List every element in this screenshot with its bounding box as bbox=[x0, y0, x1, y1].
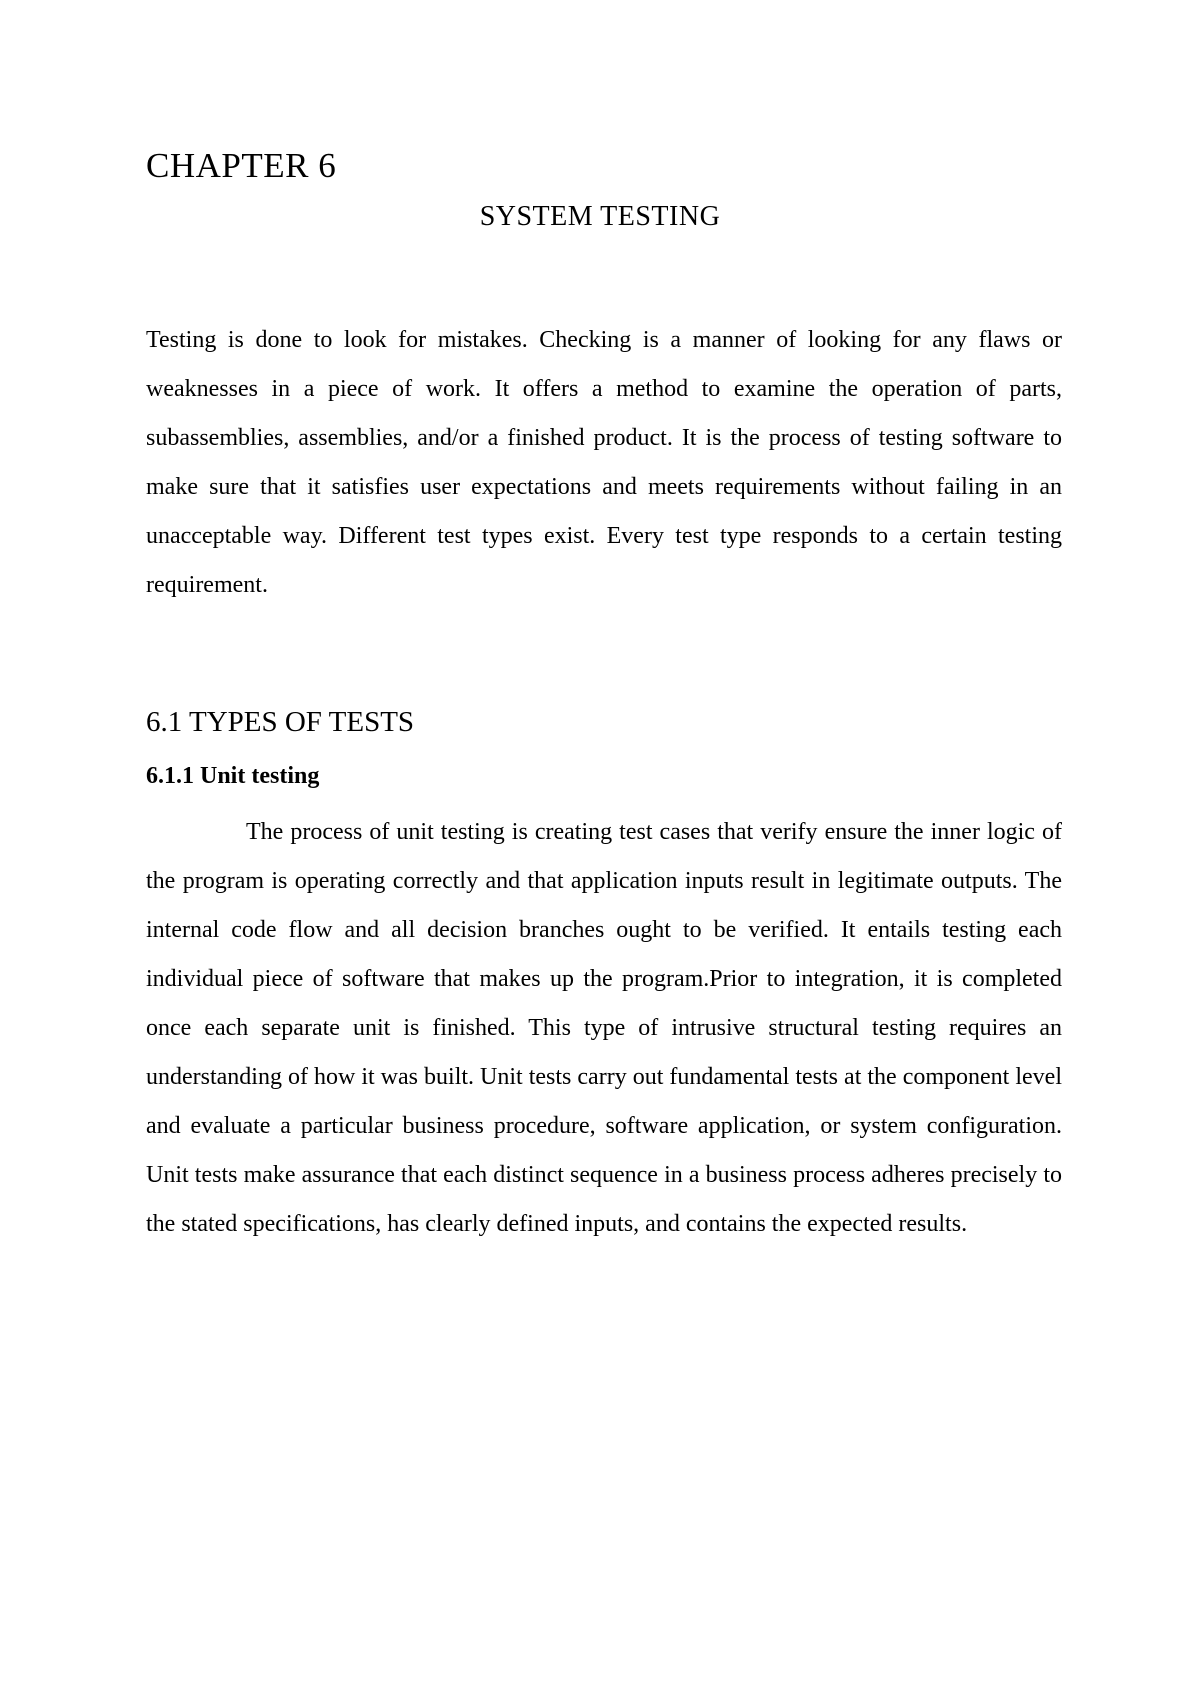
chapter-title: SYSTEM TESTING bbox=[479, 201, 721, 232]
chapter-label: CHAPTER 6 bbox=[146, 146, 337, 185]
unit-testing-paragraph: The process of unit testing is creating test cases that verify ensure the inner logic of the program is operating correctly and that application inputs result in legitimate outputs. The internal code flow and all decision branches ought to be verified. It entails testing each individual piece of software that makes up the program.Prior to integration, it is completed once each separate unit is finished. This type of intrusive structural testing requires an understanding of how it was built. Unit tests carry out fundamental tests at the component level and evaluate a particular business procedure, software application, or system configuration. Unit tests make assurance that each distinct sequence in a business process adheres precisely to the stated specifications, has clearly defined inputs, and contains the expected results. bbox=[146, 819, 1062, 1237]
intro-paragraph: Testing is done to look for mistakes. Checking is a manner of looking for any flaws or weaknesses in a piece of work. It offers a method to examine the operation of parts, subassemblies, assemblies, and/or a finished product. It is the process of testing software to make sure that it satisfies user expectations and meets requirements without failing in an unacceptable way. Different test types exist. Every test type responds to a certain testing requirement. bbox=[146, 327, 1062, 598]
section-heading: 6.1 TYPES OF TESTS bbox=[146, 706, 415, 738]
subsection-heading: 6.1.1 Unit testing bbox=[146, 763, 320, 789]
